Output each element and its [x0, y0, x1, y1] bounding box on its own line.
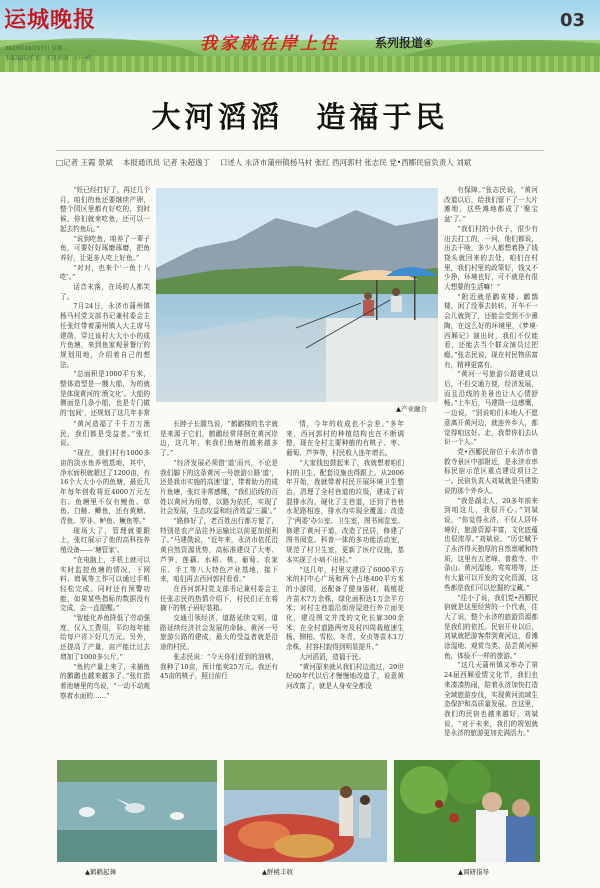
paragraph: 话音未落，在场的人都笑了。	[60, 283, 150, 301]
paragraph: 交通引领经济，道路延续文明，道路延续经济社会发展的命脉。黄河一号旅游公路的建成，最大的受益者就是沿途的村民。	[160, 614, 278, 652]
article-column-2	[60, 420, 150, 752]
bottom-photo-birds	[57, 760, 217, 862]
paragraph: “经济发展必须借‘道’而兴，不论是我们脚下的这条黄河一号旅游公路‘道’，还是我市实施的高速‘道’，带着助力的成片鱼塘，张红非常感慨，“我们沿线的百姓以黄河为纽带，以路为依托，实现了社会发展，生态攻益和经济效益‘三赢’。”	[160, 458, 278, 516]
paragraph: “说到吃鱼，咱养了一辈子鱼，可要好好琢磨琢磨，把鱼养好，让更多人吃上好鱼。”	[60, 234, 150, 262]
page-number: 03	[560, 10, 586, 31]
main-photo-caption: ▲产业融合	[396, 405, 427, 413]
article-byline: □记者 王霞 景斌 本报通讯员 记者 朱超逸丁 口述人 永济市蒲州镇杨马村 张红 西河郭村 张志民 党•西郾民宿负责人 刘斌	[56, 158, 472, 167]
newspaper-logo: 运城晚报	[4, 8, 97, 33]
paragraph: “附近就是鹳雀楼、鹳鹊楼，闲了没事去转转，开车不一会儿就到了，还能会受到不少熏陶，在这么好的环境里，《梦境·西厢记》演出时，我们不仅能看，还能去当个群众演员过把瘾。”张志民说，现在村民物质富有，精神更富有。	[444, 292, 538, 369]
article-title: 大河滔滔 造福于民	[151, 100, 449, 134]
paragraph: “对对，也来个‘一鱼十八吃’。”	[60, 263, 150, 282]
paragraph: “往小了说，我们党•西郾民宿就是这里经营的一个代表，往大了说，整个永济的旅游资源都是我们的依托。民宿开业以后，刘斌就把游客带到黄河边，看滩涂湿地、观赏鸟类、品尝黄河鲜鱼，体验不一样的旅游。”	[444, 593, 538, 660]
photo-caption-visit: ▲调研指导	[458, 868, 489, 876]
paragraph: “在电脑上，手机上就可以实时监控鱼塘的情况，下网料、增氧等工作可以通过手机轻松完成。同时还有预警功能，如果某些指标的数据没有完成，会一直提醒。”	[60, 555, 150, 613]
paragraph: “大家钱包鼓起来了，我就想着咱们村的卫生、配套设施也得跟上。从2006年开始，我就带着村民开展环境卫生整治，清理了全村巷道的垃圾，建成了砖混排水沟，硬化了主巷道，还到了巷巷水泥路相连，排水沟实现全覆盖；改造了‘两委’办公室、卫生室，图书阅览室。修建了黄河干道，改造了民居，修建了图书阅览、科普一体的多功能活动室，规范了村卫生室，更新了医疗设施，基本实现了小病不出村。”	[286, 458, 404, 564]
paragraph: “我们村的小伙子，很少有出去打工的，一问，他们都说，出去干啥，多少人都想着挣了钱挠头就回来的去处，咱们在村里，我们村里的政策好，钱又不少挣，环境也好，可不就是有很大想要的生活嘛！”	[444, 224, 538, 292]
article-column-4	[286, 420, 404, 752]
bottom-photo-visit	[394, 760, 540, 862]
paragraph: “鱼的产量上来了，未捕鱼的鹅鹳也越来越多了。”张红指着池塘里的鸟说，“一动不动观察着水面的……”	[60, 662, 150, 700]
photo-caption-peaches: ▲鲜桃丰收	[262, 868, 293, 876]
paragraph: “妊已经打好了，再过几个月，咱们的鱼还要继续产卵，整个园区里都有好吃的，到时候，你们就来吃鱼，还可以一起去钓鱼玩。”	[60, 186, 150, 233]
series-title: 我家就在岸上住	[200, 34, 340, 54]
bottom-photo-peaches	[224, 760, 387, 862]
paragraph: 大河滔滔，造福于民。	[299, 652, 366, 661]
main-photo-fishing	[156, 188, 438, 402]
paragraph: “这几天蒲州镇又举办了第24届西厢爱情文化节，我们也来凑凑热闹，陪着永济加快打造全域旅游步伐，实现黄河流域生态保护和高质量发展。在这里，我们的民宿也越来越好，刘斌说，“对于未来，我们的规划就是永济的旅游更加充满活力。”	[444, 661, 538, 738]
paragraph: 7月24日，永济市蒲州镇杨马村党支部书记兼村委会主任张红带着蒲州镇人大主席马建勋，穿过该村大大小小的成片鱼塘，来到鱼家观景餐厅的规划用地，介绍着自己的想法。	[60, 302, 150, 369]
paragraph: “黄河造福了千千万万渔民，我们都是受益者。”张红说。	[60, 420, 150, 448]
paragraph: 长脖子长腿鸟说，“鹤鹳楼的名字就是来源于它们，鹤鹳经常徘徊在黄河岸边，这几年，来我们鱼塘的越来越多了。”	[160, 420, 278, 458]
paragraph: 在西河郭村党支部书记兼村委会主任张志民的热情介绍下，村民们正在将摘下的桃子码好装箱。	[160, 584, 278, 613]
paragraph: 现场大了，管理就要跟上，张红展示了他的高科技养殖设备——‘塘管家’。	[60, 526, 150, 555]
article-column-1	[60, 186, 150, 418]
paragraph: “我是湖北人，20多年前来到咱这儿，我很开心。”刘斌说，“你觉得永济，不仅人居环境好，旅游资源丰富，文化底蕴也很浓厚。”刘斌说，“历史赋予了永济得天独厚的自然禀赋和特质，这里有五老峰、普救寺、中条山、黄河湿地、莺莺塔等，还有大量可以开发的文化资源，这些都是我们可以挖掘的宝藏。”	[444, 496, 538, 592]
paragraph: 情，今年的收成也不会差。”多年来，西河郭村的种植结构也在不断调整，现在全村主要种植的有桃子、枣、葡萄、芦笋等，村民收入连年增长。	[286, 420, 404, 458]
title-divider	[56, 150, 544, 151]
series-subtitle: 系列报道④	[375, 36, 434, 50]
paragraph: 张志民说：“今天你们看到的油桃，我种了10亩，预计能卖25万元。我还有45亩的桃子，照目前行	[160, 652, 278, 681]
paragraph: “这几年，村里又建设了6000平方米的村中心广场和两个占地400平方米的小游园，还配备了健身器材，栽植花卉苗木7万余株，绿化面积达1万余平方米；对村主巷道沿街房屋进行外立面美化，建设图文并茂的文化长廊300余米，在全村道路两旁及村四周栽植速生杨、侧柏、雪松、冬青、女贞等苗木1万余株，村容村貌得到明显提升。”	[286, 565, 404, 652]
paragraph: 有保障。”张志民说，“黄河改道以后，给我们留下了一大片滩地，这些滩地都成了‘聚宝盆’了。”	[444, 186, 538, 224]
paragraph: “总面积是1000平方米，整体造型是一艘大船，为的就是体现黄河的‘渔文化’。大船的侧面是几条小船，也是专门做的‘包间’，还规划了这几年非常	[60, 370, 150, 418]
paragraph: “路修好了，老百姓出行都方便了，特别是农产品往外运输比以前更加便利了。”马建勋说，“近年来，永济市依托沿黄自然资源优势，高标准建设了大枣、芦笋、莲藕、水稻、桃、葡萄、农家乐、手工等八大特色产业基地，接下来，咱们再去西河郭村看看。”	[160, 517, 278, 584]
paragraph: “智能化养鱼降低了劳动强度，仅人工费用，平均每年能给每户省下好几万元。另外，还提高了产量，亩产能比过去增加了1000多公斤。”	[60, 614, 150, 661]
article-column-5	[444, 186, 538, 752]
photo-caption-birds: ▲鹤鹳起舞	[85, 868, 116, 876]
issue-date: 2023年10月17日 星期二	[5, 46, 68, 52]
paragraph: “黄河原来就从我们村边流过，20世纪60年代以后才慢慢地改道了，说意黄河改富了，就是人身安全都没	[286, 662, 404, 690]
paragraph: “现在，我们村有1000多亩的淡水鱼养殖基地，其中，净水面积就超过了1200亩，有16个大大小小的鱼塘，最近几年每年创收将近4000万元左右。鱼塘里不仅有鲤鱼、草鱼、白鲢、鲫鱼，还有黄鳝、青鱼、罗非、鲈鱼、鳜鱼等。”	[60, 449, 150, 526]
article-column-3	[160, 420, 278, 752]
paragraph: “黄河一号旅游公路建成以后，不但交通方便，经济发展，而且沿线的美景也让人心情舒畅。”上车后，马建勋一边感慨，一边说，“别说咱们本地人不愿意离开黄河边，就连外乡人，都觉得咱这好。走，我带你们去认识一个人。”	[444, 370, 538, 447]
paragraph: 党•西郾民宿位于永济市普救寺景区中部附近，是永济市率标民宿示范区重点建设项目之一。民宿负责人刘斌就是马建勋说的那个外乡人。	[444, 447, 538, 495]
editor-info: 本版编辑/美术：王建 校对：白一帆	[5, 56, 92, 62]
